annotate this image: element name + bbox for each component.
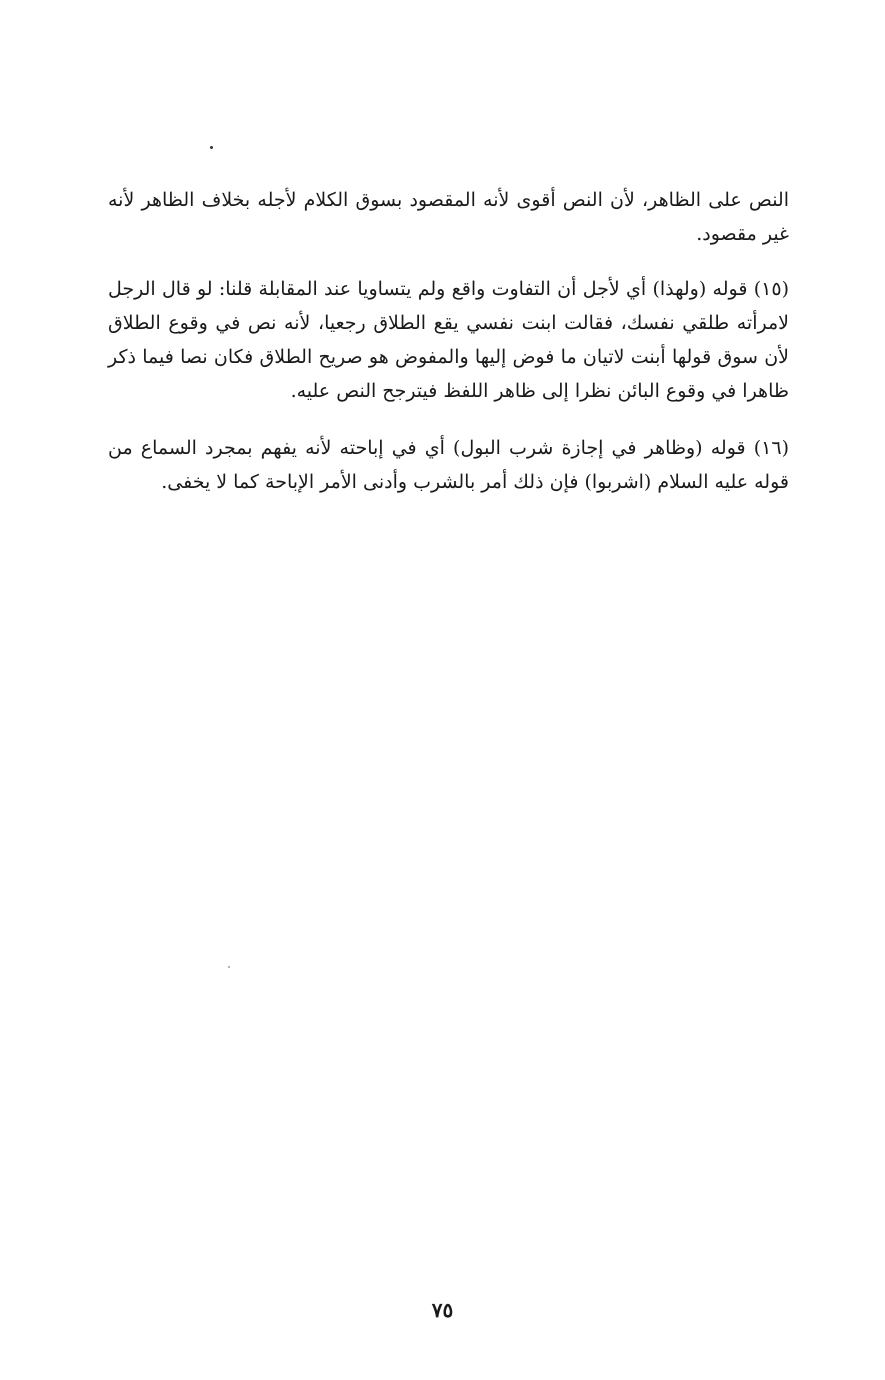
ink-speck bbox=[228, 966, 230, 968]
ink-speck bbox=[210, 146, 213, 149]
paragraph-note-15: (١٥) قوله (ولهذا) أي لأجل أن التفاوت واقع ولم يتساويا عند المقابلة قلنا: لو قال الرجل لامرأته طلقي نفسك، فقالت ابنت نفسي يقع الطلاق رجعيا، لأنه نص في وقوع الطلاق لأن سوق قولها أبنت لاتيان ما فوض إليها والمفوض هو صريح الطلاق فكان نصا فيما ذكر ظاهرا في وقوع البائن نظرا إلى ظاهر اللفظ فيترجح النص عليه. bbox=[108, 278, 789, 402]
page-number: ٧٥ bbox=[431, 1298, 454, 1322]
paragraph-note-16: (١٦) قوله (وظاهر في إجازة شرب البول) أي في إباحته لأنه يفهم بمجرد السماع من قوله عليه السلام (اشربوا) فإن ذلك أمر بالشرب وأدنى الأمر الإباحة كما لا يخفى. bbox=[108, 437, 789, 493]
paragraph-continuation: النص على الظاهر، لأن النص أقوى لأنه المقصود بسوق الكلام لأجله بخلاف الظاهر لأنه غير مقصود. bbox=[108, 189, 789, 245]
